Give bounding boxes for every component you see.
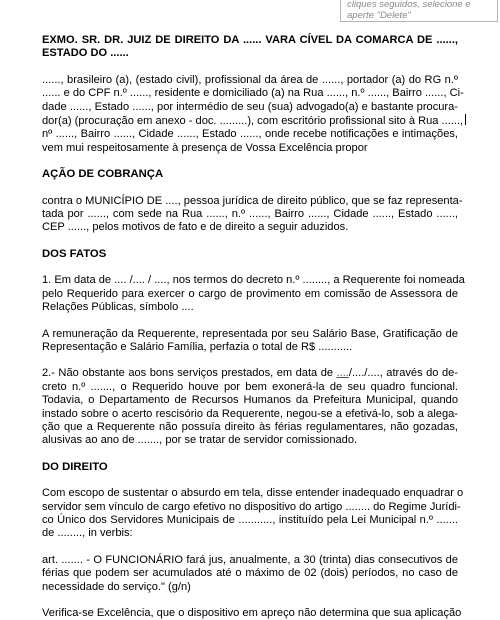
- section-title-fatos: DOS FATOS: [42, 247, 107, 260]
- paragraph-artigo: [42, 554, 458, 594]
- paragraph-fatos-1: [42, 274, 465, 314]
- paragraph-fatos-2: [42, 367, 458, 447]
- paragraph-remuneracao: [42, 328, 458, 355]
- text-line: Todavia, o Departamento de Recursos Humanos da Prefeitura Municipal, quando: [42, 394, 458, 407]
- text-line: Relações Públicas, símbolo ....: [42, 301, 194, 314]
- text-line: A remuneração da Requerente, representada por seu Salário Base, Gratificação de: [42, 327, 458, 340]
- text-line: contra o MUNICÍPIO DE ...., pessoa jurídica de direito público, que se faz representa-: [42, 194, 463, 207]
- header-line-2: ESTADO DO ......: [42, 47, 129, 60]
- paragraph-contra: [42, 194, 463, 235]
- text-line: [42, 114, 464, 128]
- document-body: [42, 34, 465, 620]
- text-line: nº ......, Bairro ......, Cidade ......, Estado ......, onde recebe notificações e intimações,: [42, 128, 458, 141]
- text-line: Com escopo de sustentar o absurdo em tela, disse entender inadequado enquadrar o: [42, 487, 464, 500]
- text-line: 1. Em data de .... /.... / ...., nos termos do decreto n.º ........, a Requerente foi nomeada: [42, 274, 465, 287]
- text-line: férias que podem ser acumulados até o máximo de 02 (dois) períodos, no caso de: [42, 567, 458, 580]
- text-line: Verifica-se Excelência, que o dispositivo em apreço não determina que sua aplicação: [42, 607, 462, 619]
- text-cursor: [465, 114, 466, 125]
- text-segment: dor(a) (procuração em anexo - doc. .........), com escritório profissional sito à Rua ......,: [42, 115, 464, 128]
- text-line: creto n.º ......., o Requerido houve por bem exonerá-la de seu quadro funcional.: [42, 380, 458, 393]
- section-title-acao: AÇÃO DE COBRANÇA: [42, 168, 164, 181]
- text-segment: /..../...., através do de-: [348, 367, 459, 380]
- hint-tooltip: [340, 0, 498, 22]
- text-line: art. ....... - O FUNCIONÁRIO fará jus, anualmente, a 30 (trinta) dias consecutivos de: [42, 553, 458, 566]
- text-line: Representação e Salário Família, perfazia o total de R$ ...........: [42, 340, 353, 353]
- text-line: [42, 367, 458, 380]
- section-title-direito: DO DIREITO: [42, 460, 108, 473]
- text-segment: 2.- Não obstante aos bons serviços prestados, em data de: [42, 367, 337, 380]
- text-line: de ........, in verbis:: [42, 527, 133, 540]
- text-line: necessidade do serviço." (g/n): [42, 580, 191, 593]
- text-line: pelo Requerido para exercer o cargo de provimento em comissão de Assessora de: [42, 287, 458, 300]
- hint-line-2: aperte "Delete": [347, 9, 411, 21]
- text-line: co Único dos Servidores Municipais de ..........., instituído pela Lei Municipal n.º .......: [42, 513, 458, 526]
- text-line: CEP ......, pelos motivos de fato e de direito a seguir aduzidos.: [42, 221, 349, 234]
- paragraph-direito-1: [42, 487, 464, 541]
- date-link[interactable]: ....: [336, 367, 349, 380]
- text-line: ...... e do CPF n.º ......, residente e domiciliado (a) na Rua ......, n.º ......, Bairro ......, Ci-: [42, 87, 464, 100]
- paragraph-qualificacao: [42, 73, 464, 155]
- paragraph-verifica: [42, 607, 462, 620]
- text-line: ção que a Requerente não possuía direito às férias regulamentares, não gozadas,: [42, 420, 458, 433]
- petition-header: [42, 34, 458, 61]
- text-line: servidor sem vínculo de cargo efetivo no dispositivo do artigo ........ do Regime Jurídi-: [42, 500, 461, 513]
- text-line: ......, brasileiro (a), (estado civil), profissional da área de ......, portador (a) do RG n.º: [42, 73, 458, 86]
- hint-line-1: cliques seguidos, selecione e: [347, 0, 471, 10]
- text-line: instado sobre o acerto rescisório da Requerente, negou-se a efetivá-lo, sob a alega-: [42, 407, 458, 420]
- text-line: dade ......, Estado ......, por intermédio de seu (sua) advogado(a) e bastante procura-: [42, 100, 458, 113]
- text-line: vem mui respeitosamente à presença de Vossa Excelência propor: [42, 141, 368, 154]
- header-line-1: EXMO. SR. DR. JUIZ DE DIREITO DA ...... VARA CÍVEL DA COMARCA DE ......,: [42, 34, 458, 46]
- text-line: alusivas ao ano de ......., por se tratar de servidor comissionado.: [42, 434, 358, 447]
- text-line: tada por ......, com sede na Rua ......, n.º ......, Bairro ......, Cidade ......, Estado ......,: [42, 208, 458, 221]
